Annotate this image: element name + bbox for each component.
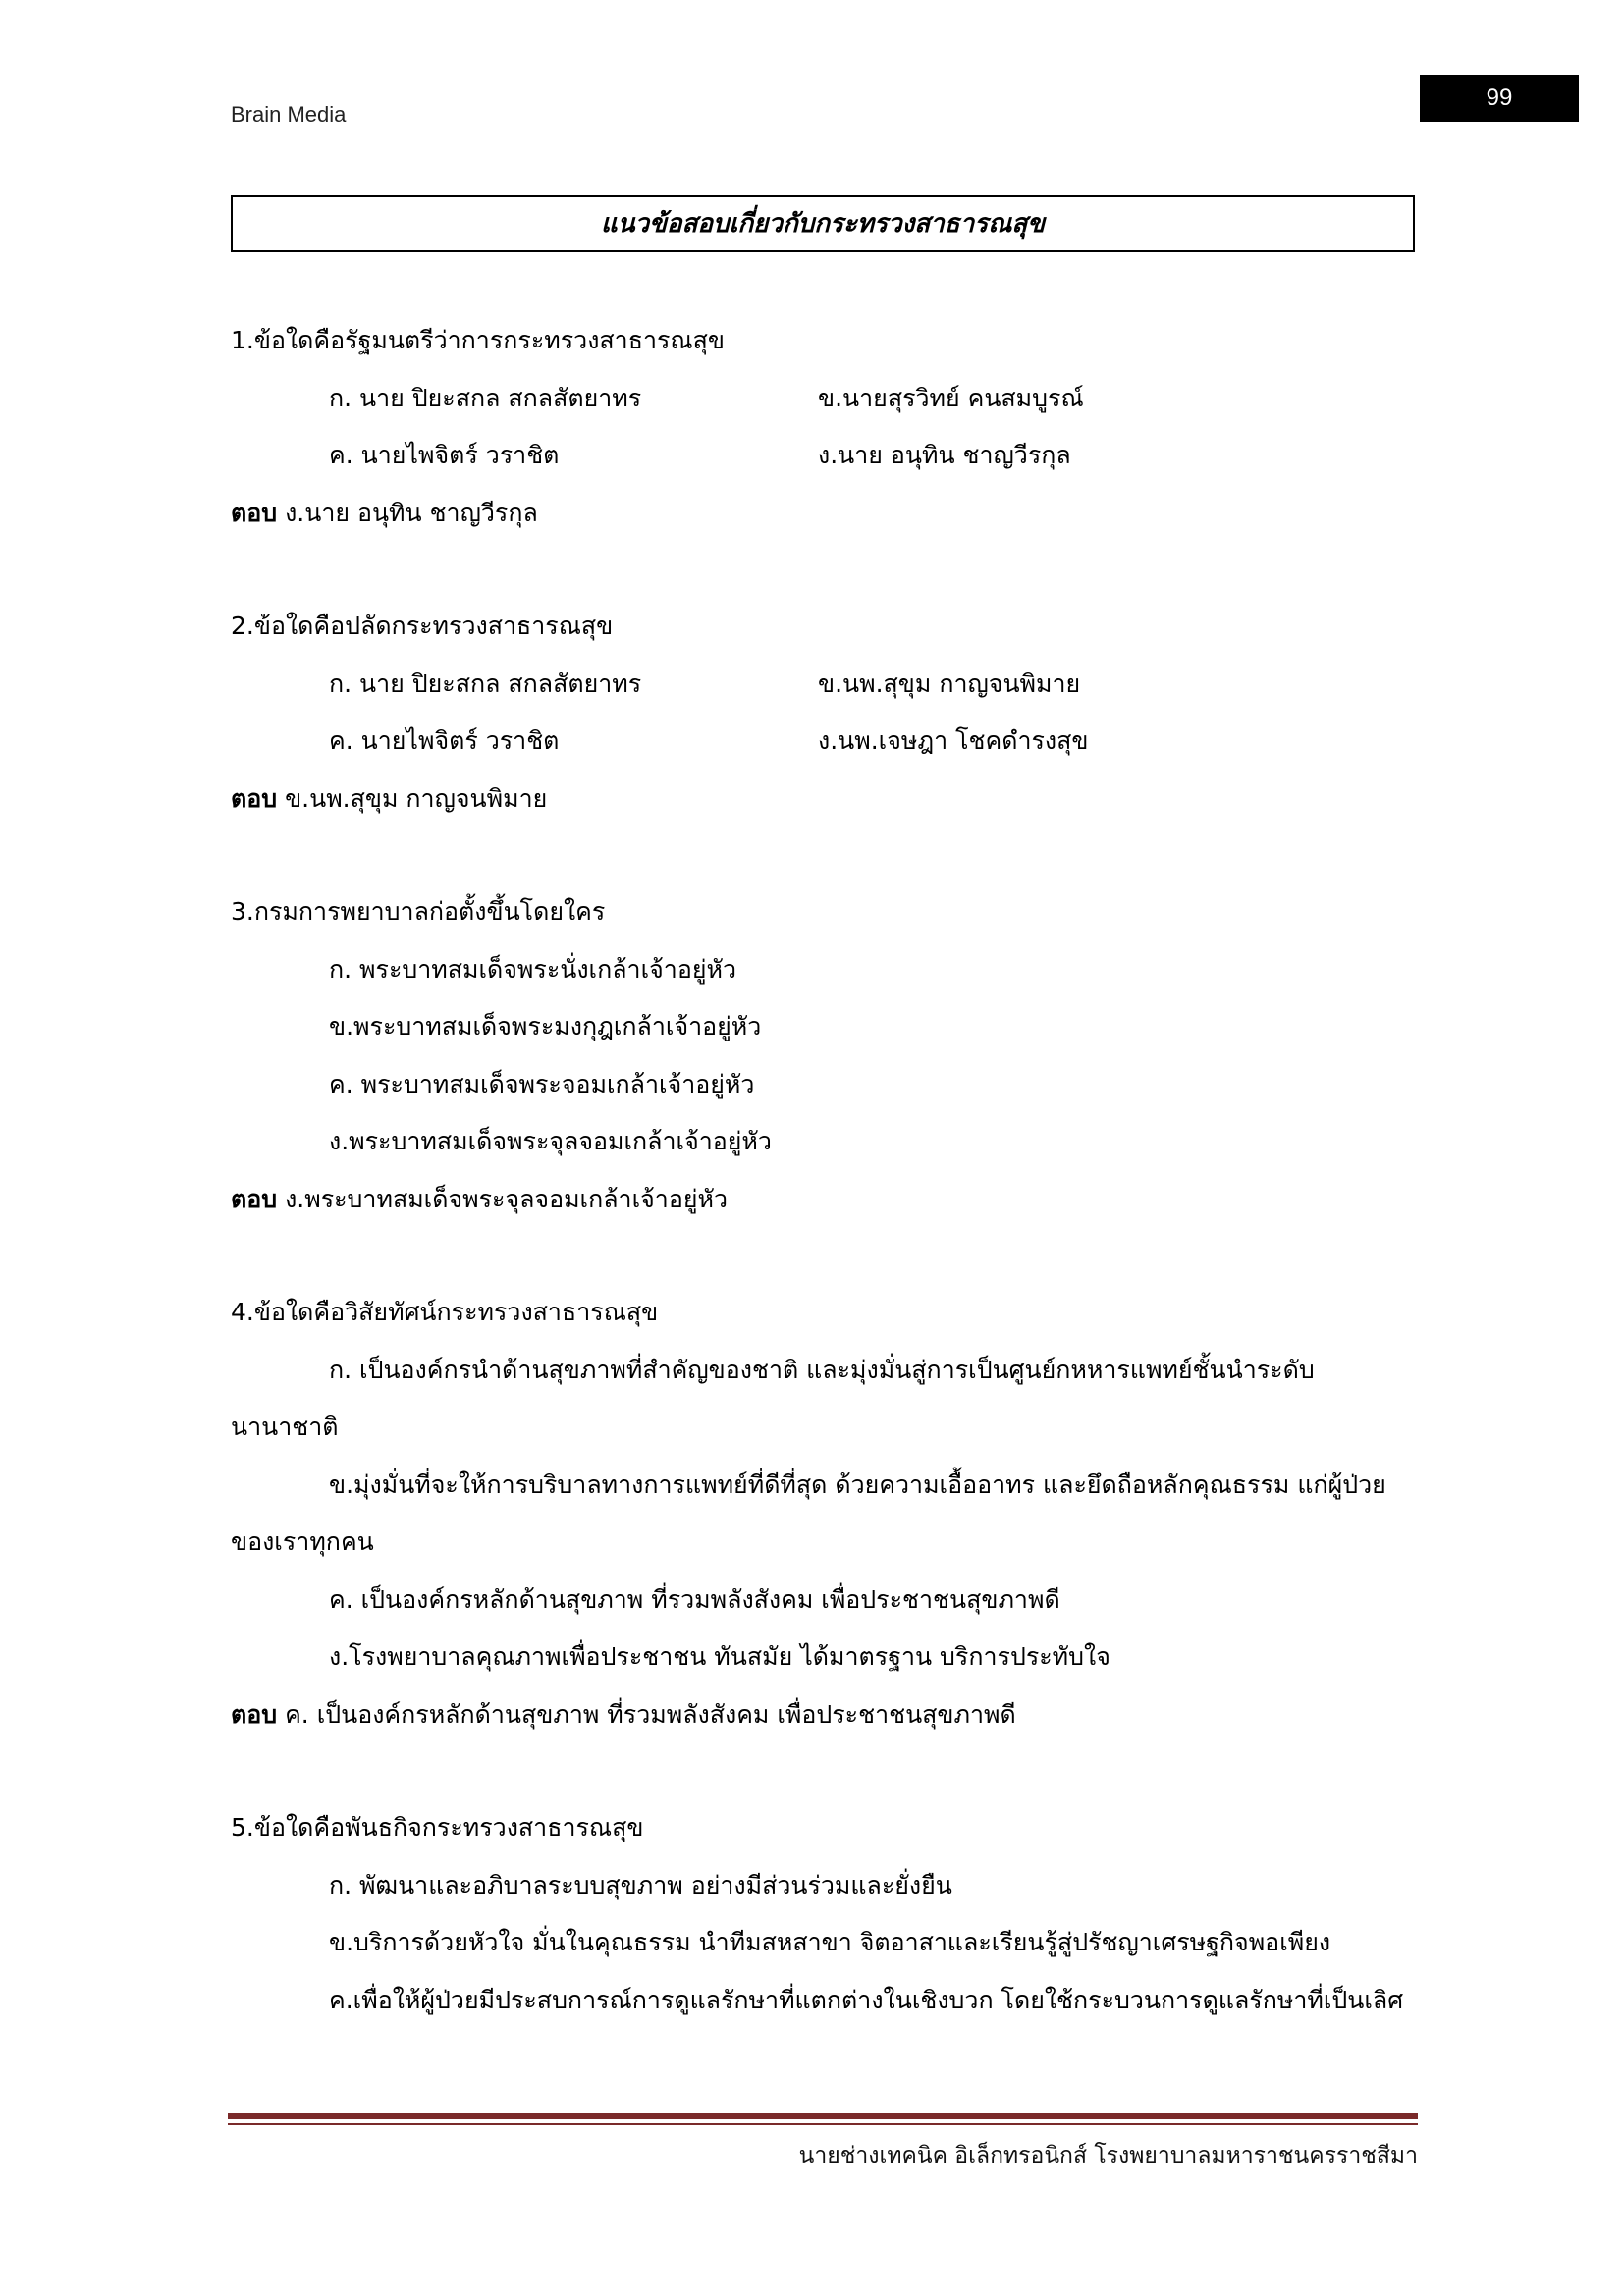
- question-4: [231, 1284, 1419, 1743]
- question-1-option-b: ข.นายสุรวิทย์ คนสมบูรณ์: [818, 383, 1084, 412]
- header-brand: Brain Media: [231, 102, 347, 127]
- answer-label: ตอบ: [231, 498, 278, 527]
- question-3-option-d: ง.พระบาทสมเด็จพระจุลจอมเกล้าเจ้าอยู่หัว: [329, 1127, 772, 1155]
- question-1-answer: [231, 485, 1419, 543]
- answer-label: ตอบ: [231, 1699, 278, 1729]
- question-1-options-row-1: [231, 370, 1419, 428]
- question-4-option-a: ก. เป็นองค์กรนำด้านสุขภาพที่สำคัญของชาติ และมุ่งมั่นสู่การเป็นศูนย์กหหารแพทย์ชั้นนำระดับนานาชาติ: [231, 1355, 1315, 1441]
- question-5-option-c: ค.เพื่อให้ผู้ป่วยมีประสบการณ์การดูแลรักษาที่แตกต่างในเชิงบวก โดยใช้กระบวนการดูแลรักษาที่เป็นเลิศ: [329, 1985, 1404, 2014]
- question-1-option-a: ก. นาย ปิยะสกล สกลสัตยาทร: [329, 383, 642, 412]
- question-2-options-row-1: [231, 656, 1419, 714]
- question-1-options-row-2: [231, 427, 1419, 485]
- question-2: [231, 598, 1419, 828]
- footer-divider-thick: [228, 2113, 1418, 2119]
- question-2-options-row-2: [231, 713, 1419, 771]
- question-3-answer: [231, 1171, 1419, 1229]
- question-4-option-d: ง.โรงพยาบาลคุณภาพเพื่อประชาชน ทันสมัย ได้มาตรฐาน บริการประทับใจ: [329, 1642, 1110, 1671]
- question-1: [231, 312, 1419, 542]
- question-3: [231, 883, 1419, 1228]
- question-3-option-b: ข.พระบาทสมเด็จพระมงกุฎเกล้าเจ้าอยู่หัว: [329, 1012, 762, 1041]
- footer-text: นายช่างเทคนิค อิเล็กทรอนิกส์ โรงพยาบาลมหาราชนครราชสีมา: [798, 2143, 1418, 2168]
- footer-divider-thin: [228, 2123, 1418, 2125]
- question-list: [231, 312, 1419, 2085]
- answer-label: ตอบ: [231, 1184, 278, 1213]
- question-1-option-d: ง.นาย อนุทิน ชาญวีรกุล: [818, 441, 1071, 469]
- question-2-option-b: ข.นพ.สุขุม กาญจนพิมาย: [818, 668, 1081, 698]
- question-4-title: 4.ข้อใดคือวิสัยทัศน์กระทรวงสาธารณสุข: [231, 1298, 659, 1326]
- question-3-option-a: ก. พระบาทสมเด็จพระนั่งเกล้าเจ้าอยู่หัว: [329, 954, 737, 984]
- page-number: 99: [1420, 75, 1579, 122]
- question-3-answer-text: ง.พระบาทสมเด็จพระจุลจอมเกล้าเจ้าอยู่หัว: [277, 1184, 729, 1213]
- question-2-title: 2.ข้อใดคือปลัดกระทรวงสาธารณสุข: [231, 612, 614, 640]
- question-4-answer-text: ค. เป็นองค์กรหลักด้านสุขภาพ ที่รวมพลังสังคม เพื่อประชาชนสุขภาพดี: [277, 1699, 1016, 1729]
- question-5-option-a: ก. พัฒนาและอภิบาลระบบสุขภาพ อย่างมีส่วนร่วมและยั่งยืน: [329, 1870, 952, 1899]
- question-2-option-d: ง.นพ.เจษฎา โชคดำรงสุข: [818, 726, 1089, 755]
- question-2-option-c: ค. นายไพจิตร์ วราชิต: [329, 726, 560, 755]
- question-2-option-a: ก. นาย ปิยะสกล สกลสัตยาทร: [329, 668, 642, 698]
- answer-label: ตอบ: [231, 783, 278, 813]
- question-5-title: 5.ข้อใดคือพันธกิจกระทรวงสาธารณสุข: [231, 1813, 644, 1842]
- question-1-answer-text: ง.นาย อนุทิน ชาญวีรกุล: [277, 498, 538, 527]
- question-5: [231, 1799, 1419, 2029]
- question-4-answer: [231, 1686, 1419, 1744]
- question-4-option-c: ค. เป็นองค์กรหลักด้านสุขภาพ ที่รวมพลังสังคม เพื่อประชาชนสุขภาพดี: [329, 1584, 1060, 1614]
- question-3-option-c: ค. พระบาทสมเด็จพระจอมเกล้าเจ้าอยู่หัว: [329, 1069, 755, 1098]
- question-4-option-b: ข.มุ่งมั่นที่จะให้การบริบาลทางการแพทย์ที่ดีที่สุด ด้วยความเอื้ออาทร และยึดถือหลักคุณธรรม แก่ผู้ป่วยของเราทุกคน: [231, 1469, 1386, 1556]
- question-2-answer: [231, 771, 1419, 828]
- question-5-option-b: ข.บริการด้วยหัวใจ มั่นในคุณธรรม นำทีมสหสาขา จิตอาสาและเรียนรู้สู่ปรัชญาเศรษฐกิจพอเพียง: [329, 1928, 1331, 1956]
- question-3-title: 3.กรมการพยาบาลก่อตั้งขึ้นโดยใคร: [231, 897, 606, 926]
- question-1-title: 1.ข้อใดคือรัฐมนตรีว่าการกระทรวงสาธารณสุข: [231, 326, 725, 354]
- question-1-option-c: ค. นายไพจิตร์ วราชิต: [329, 441, 560, 469]
- page-title: แนวข้อสอบเกี่ยวกับกระทรวงสาธารณสุข: [231, 195, 1415, 252]
- question-2-answer-text: ข.นพ.สุขุม กาญจนพิมาย: [277, 783, 548, 813]
